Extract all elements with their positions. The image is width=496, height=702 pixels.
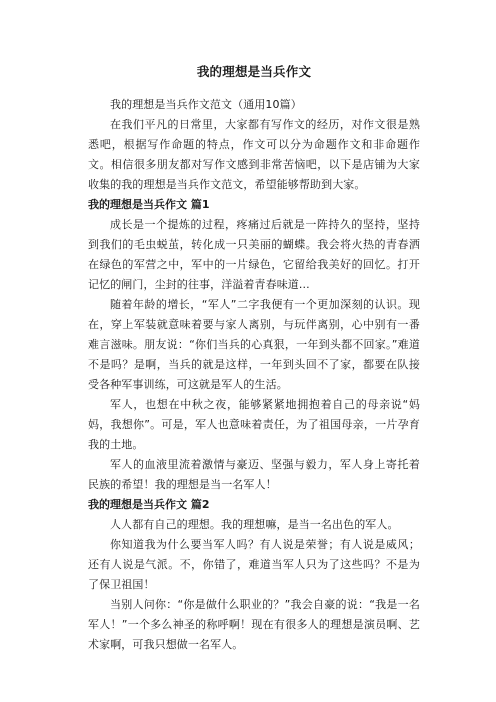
subtitle-paragraph: 我的理想是当兵作文范文（通用10篇）	[110, 98, 302, 111]
essay1-paragraph-4: 军人的血液里流着激情与豪迈、坚强与毅力，军人身上寄托着民族的希望！我的理想是当一名军人！	[88, 458, 420, 491]
document-title: 我的理想是当兵作文	[196, 64, 312, 79]
essay2-paragraph-3: 当别人问你：“你是做什么职业的？”我会自豪的说：“我是一名军人！”一个多么神圣的称呼啊！现在有很多人的理想是演员啊、艺术家啊，可我只想做一名军人。	[88, 598, 420, 651]
essay2-paragraph-2: 你知道我为什么要当军人吗？有人说是荣誉；有人说是威风；还有人说是气派。不，你错了，难道当军人只为了这些吗？不是为了保卫祖国！	[88, 538, 420, 591]
section-heading-1: 我的理想是当兵作文 篇1	[88, 198, 210, 211]
intro-paragraph: 在我们平凡的日常里，大家都有写作文的经历，对作文很是熟悉吧，根据写作命题的特点，作文可以分为命题作文和非命题作文。相信很多朋友都对写作文感到非常苦恼吧，以下是店铺为大家收集的我的理想是当兵作文范文，希望能够帮助到大家。	[88, 118, 420, 191]
document-page	[88, 62, 420, 655]
essay1-paragraph-2: 随着年龄的增长，“军人”二字我便有一个更加深刻的认识。现在，穿上军装就意味着要与家人离别，与玩伴离别，心中别有一番难言滋味。朋友说：“你们当兵的心真狠，一年到头都不回家。”难道不是吗？是啊，当兵的就是这样，一年到头回不了家，都要在队接受各种军事训练，可这就是军人的生活。	[88, 298, 420, 391]
essay1-paragraph-1: 成长是一个提炼的过程，疼痛过后就是一阵持久的坚持，坚持到我们的毛虫蜕茧，转化成一只美丽的蝴蝶。我会将火热的青春洒在绿色的军营之中，军中的一片绿色，它留给我美好的回忆。打开记忆的闸门，尘封的往事，洋溢着青春味道...	[88, 218, 420, 291]
essay2-paragraph-1: 人人都有自己的理想。我的理想嘛，是当一名出色的军人。	[110, 518, 399, 531]
section-heading-2: 我的理想是当兵作文 篇2	[88, 498, 210, 511]
essay1-paragraph-3: 军人，也想在中秋之夜，能够紧紧地拥抱着自己的母亲说“妈妈，我想你”。可是，军人也意味着责任，为了祖国母亲，一片孕育我的土地。	[88, 398, 420, 451]
